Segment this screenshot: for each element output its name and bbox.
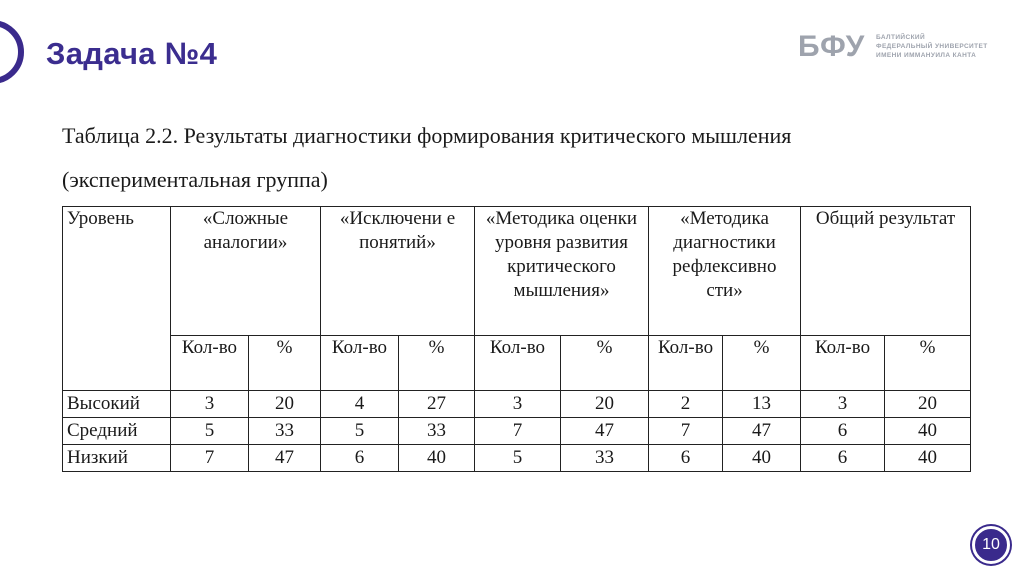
value-cell: 4 bbox=[321, 391, 399, 418]
value-cell: 7 bbox=[475, 418, 561, 445]
value-cell: 3 bbox=[475, 391, 561, 418]
logo-line-2: ФЕДЕРАЛЬНЫЙ УНИВЕРСИТЕТ bbox=[876, 43, 988, 50]
value-cell: 40 bbox=[723, 445, 801, 472]
value-cell: 40 bbox=[885, 418, 971, 445]
value-cell: 47 bbox=[723, 418, 801, 445]
percent-header: % bbox=[249, 336, 321, 391]
value-cell: 33 bbox=[561, 445, 649, 472]
percent-header: % bbox=[561, 336, 649, 391]
value-cell: 20 bbox=[885, 391, 971, 418]
value-cell: 6 bbox=[801, 445, 885, 472]
count-header: Кол-во bbox=[801, 336, 885, 391]
logo-text bbox=[876, 33, 1024, 60]
value-cell: 33 bbox=[249, 418, 321, 445]
count-header: Кол-во bbox=[475, 336, 561, 391]
value-cell: 7 bbox=[649, 418, 723, 445]
value-cell: 13 bbox=[723, 391, 801, 418]
value-cell: 47 bbox=[249, 445, 321, 472]
value-cell: 20 bbox=[561, 391, 649, 418]
value-cell: 5 bbox=[321, 418, 399, 445]
count-header: Кол-во bbox=[321, 336, 399, 391]
method-header: «Методика оценки уровня развития критического мышления» bbox=[475, 207, 649, 336]
value-cell: 6 bbox=[649, 445, 723, 472]
percent-header: % bbox=[885, 336, 971, 391]
count-header: Кол-во bbox=[171, 336, 249, 391]
corner-decoration bbox=[0, 20, 24, 84]
caption-line-1: Таблица 2.2. Результаты диагностики формирования критического мышления bbox=[62, 123, 792, 148]
page-number-badge: 10 bbox=[972, 526, 1010, 564]
logo-mark: БФУ bbox=[798, 30, 866, 63]
value-cell: 3 bbox=[801, 391, 885, 418]
value-cell: 27 bbox=[399, 391, 475, 418]
table-row bbox=[63, 391, 971, 418]
logo-line-1: БАЛТИЙСКИЙ bbox=[876, 34, 926, 41]
value-cell: 7 bbox=[171, 445, 249, 472]
value-cell: 40 bbox=[885, 445, 971, 472]
level-cell: Низкий bbox=[63, 445, 171, 472]
level-cell: Средний bbox=[63, 418, 171, 445]
value-cell: 5 bbox=[171, 418, 249, 445]
value-cell: 3 bbox=[171, 391, 249, 418]
method-header: Общий результат bbox=[801, 207, 971, 336]
method-header: «Сложные аналогии» bbox=[171, 207, 321, 336]
value-cell: 40 bbox=[399, 445, 475, 472]
value-cell: 20 bbox=[249, 391, 321, 418]
count-header: Кол-во bbox=[649, 336, 723, 391]
header-row bbox=[63, 207, 971, 336]
method-header: «Исключени е понятий» bbox=[321, 207, 475, 336]
percent-header: % bbox=[399, 336, 475, 391]
value-cell: 47 bbox=[561, 418, 649, 445]
value-cell: 2 bbox=[649, 391, 723, 418]
percent-header: % bbox=[723, 336, 801, 391]
table-row bbox=[63, 445, 971, 472]
value-cell: 6 bbox=[321, 445, 399, 472]
value-cell: 6 bbox=[801, 418, 885, 445]
table-row bbox=[63, 418, 971, 445]
level-cell: Высокий bbox=[63, 391, 171, 418]
slide-title: Задача №4 bbox=[46, 36, 218, 71]
table-caption bbox=[62, 114, 982, 202]
subheader-row bbox=[63, 336, 971, 391]
value-cell: 33 bbox=[399, 418, 475, 445]
value-cell: 5 bbox=[475, 445, 561, 472]
caption-line-2: (экспериментальная группа) bbox=[62, 167, 328, 192]
results-table bbox=[62, 206, 971, 472]
method-header: «Методика диагностики рефлексивно сти» bbox=[649, 207, 801, 336]
logo-line-3: ИМЕНИ ИММАНУИЛА КАНТА bbox=[876, 52, 977, 59]
level-header: Уровень bbox=[63, 207, 171, 391]
